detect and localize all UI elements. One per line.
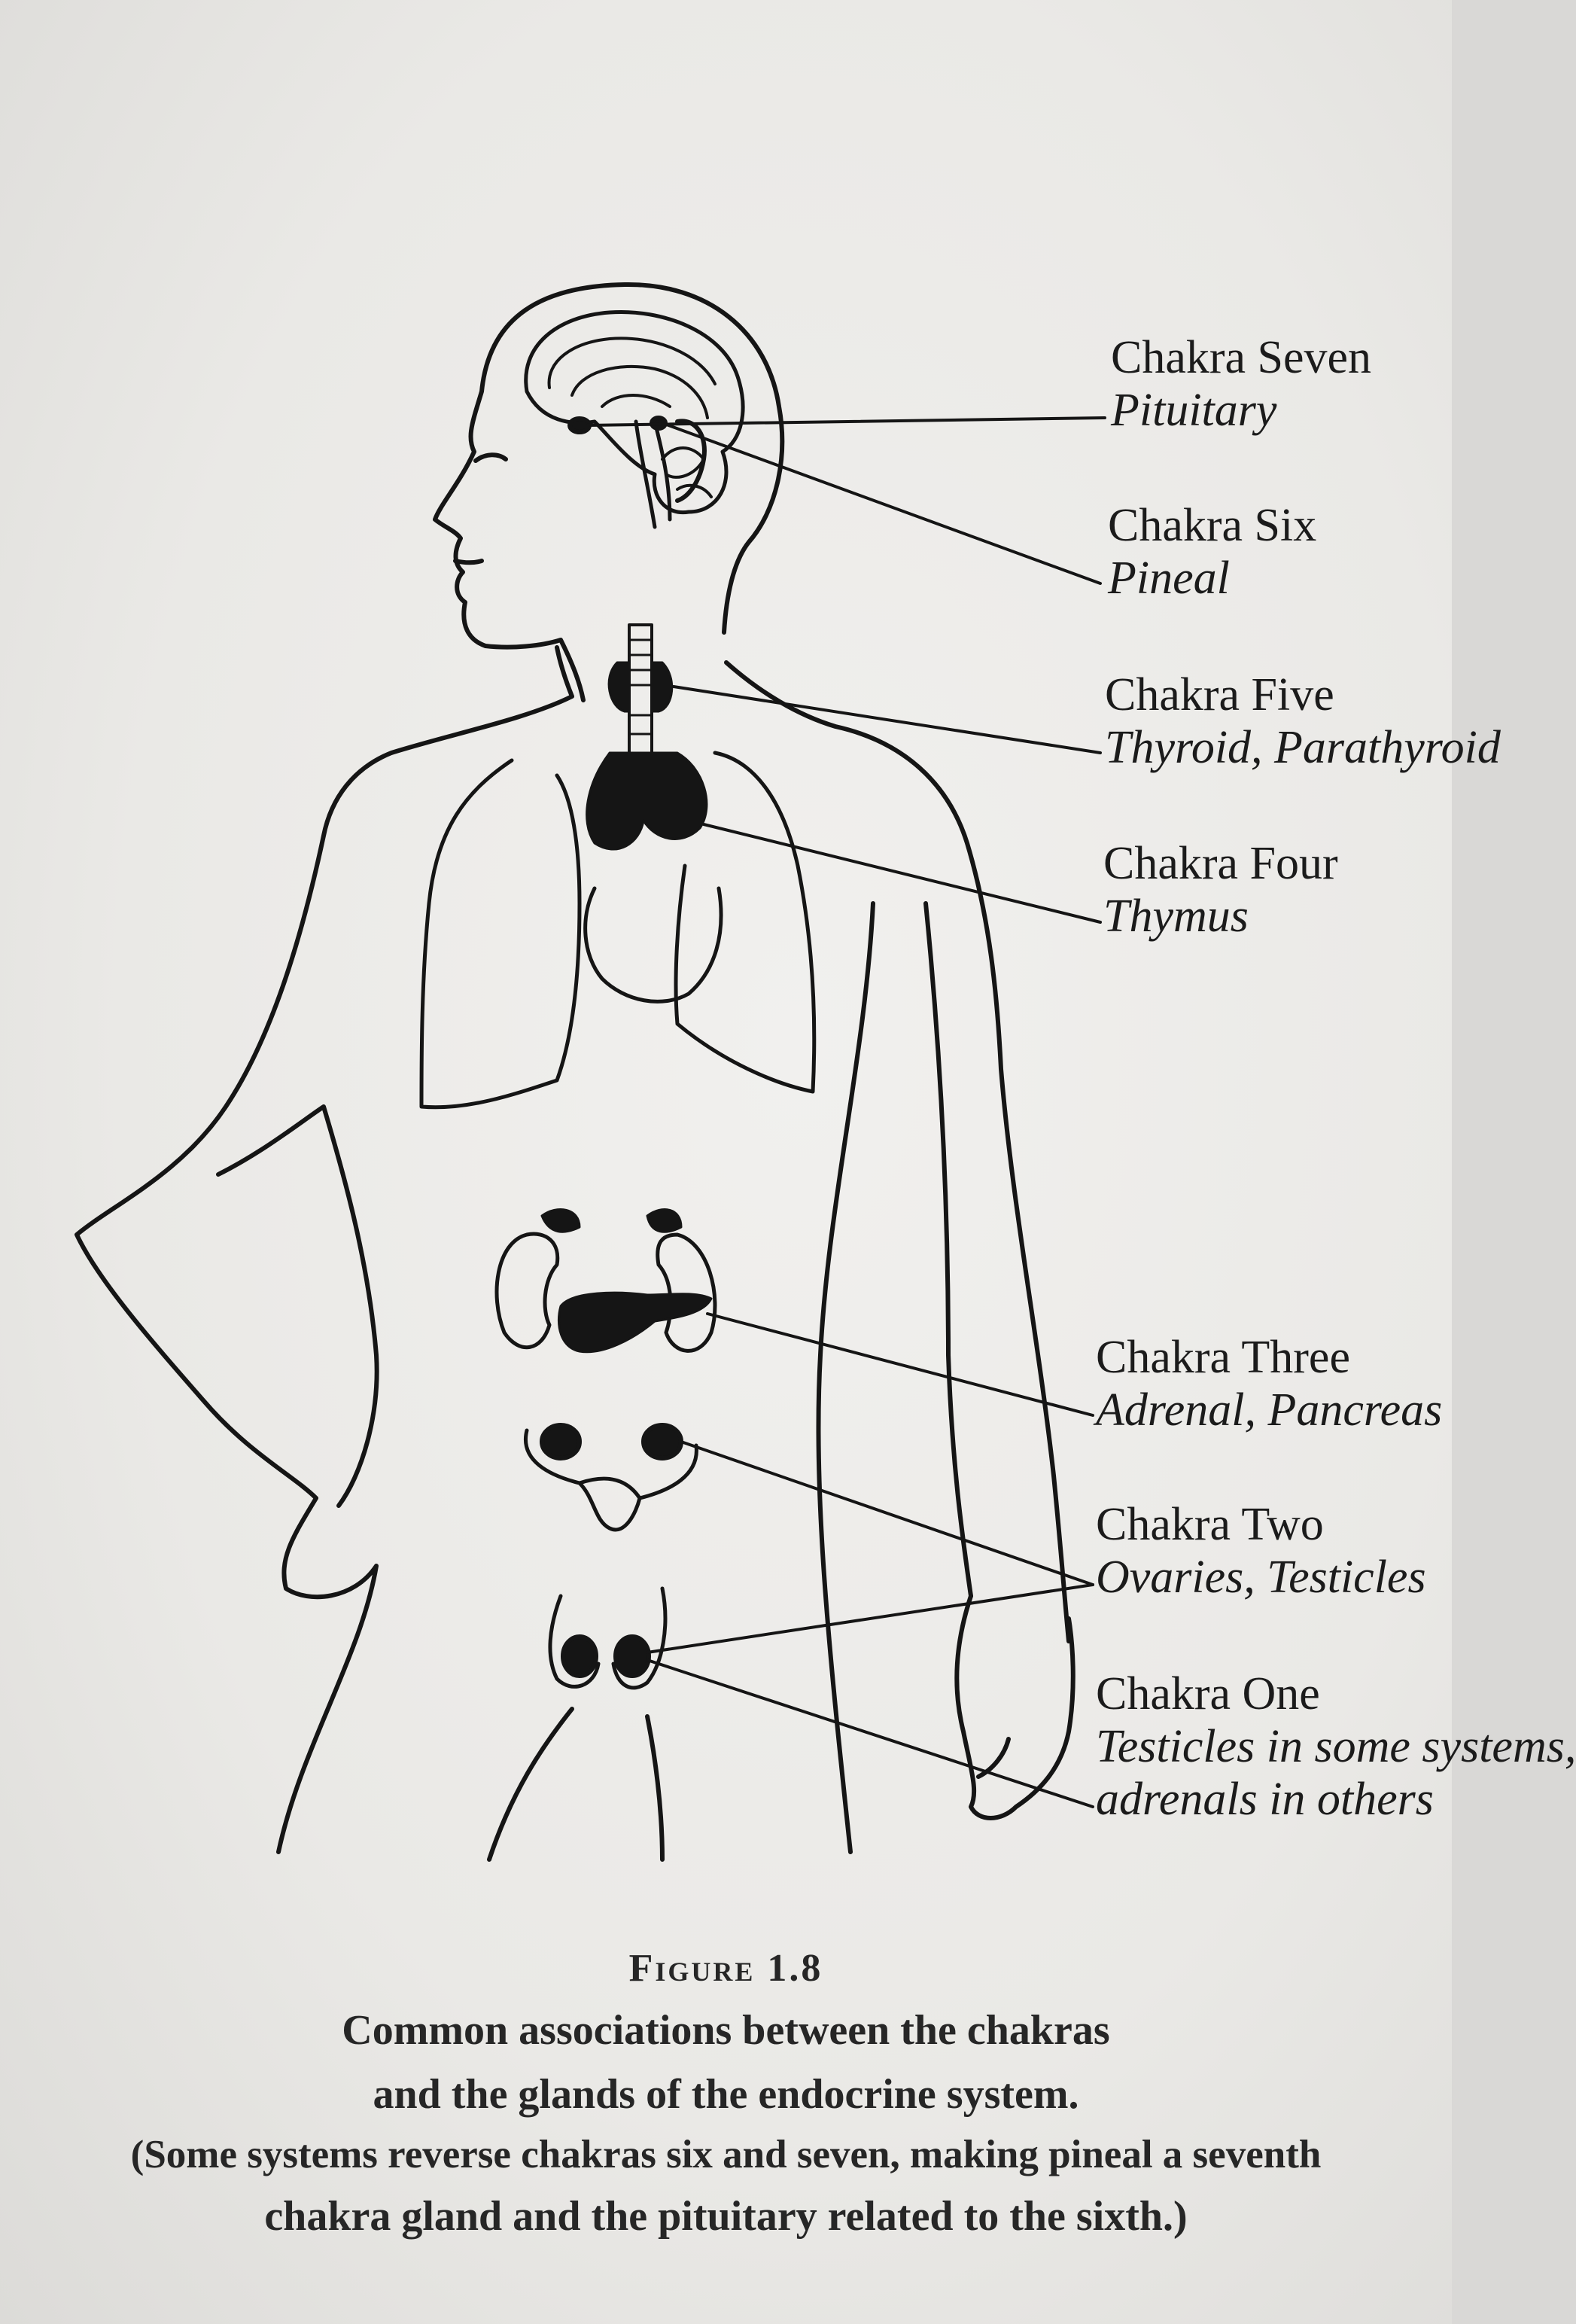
chakra-three-gland: Adrenal, Pancreas bbox=[1096, 1384, 1443, 1436]
label-chakra-five bbox=[1105, 669, 1501, 774]
caption-line-4: chakra gland and the pituitary related to the sixth.) bbox=[264, 2193, 1188, 2240]
chakra-seven-name: Chakra Seven bbox=[1111, 332, 1372, 383]
trachea bbox=[629, 625, 652, 768]
trachea-rings bbox=[629, 640, 652, 753]
left-kidney bbox=[497, 1234, 558, 1348]
right-hand bbox=[957, 1596, 1072, 1818]
chakra-four-gland: Thymus bbox=[1103, 891, 1249, 942]
heart bbox=[586, 888, 721, 1001]
chakra-four-name: Chakra Four bbox=[1103, 838, 1338, 889]
left-testicle bbox=[563, 1637, 596, 1676]
label-chakra-two bbox=[1096, 1498, 1426, 1604]
legs-outline bbox=[489, 1709, 662, 1860]
leader-line-thymus bbox=[704, 824, 1100, 922]
caption-line-2: and the glands of the endocrine system. bbox=[373, 2071, 1079, 2118]
label-chakra-four bbox=[1103, 837, 1338, 943]
right-testicle bbox=[616, 1637, 649, 1676]
label-chakra-three bbox=[1096, 1331, 1442, 1436]
leader-line-chakra-one bbox=[647, 1660, 1093, 1807]
figure-number: Figure 1.8 bbox=[628, 1947, 823, 1990]
chakra-five-name: Chakra Five bbox=[1105, 669, 1334, 720]
mouth bbox=[455, 561, 482, 562]
chakra-five-gland: Thyroid, Parathyroid bbox=[1105, 722, 1501, 773]
label-chakra-six bbox=[1108, 499, 1316, 605]
inner-arm-right bbox=[926, 903, 971, 1596]
leader-line-pineal bbox=[662, 423, 1100, 583]
leader-line-testicles bbox=[647, 1585, 1093, 1652]
torso-left-outline bbox=[77, 647, 572, 1852]
label-chakra-seven bbox=[1111, 331, 1371, 437]
adrenal-glands bbox=[542, 1210, 681, 1232]
caption-line-1: Common associations between the chakras bbox=[342, 2007, 1110, 2054]
chakra-one-gland: Testicles in some systems, bbox=[1096, 1721, 1576, 1772]
head-outline bbox=[435, 285, 782, 700]
chakra-one-gland-line2: adrenals in others bbox=[1096, 1774, 1434, 1825]
right-kidney bbox=[658, 1235, 715, 1351]
leader-line-ovaries bbox=[681, 1442, 1093, 1585]
right-ovary bbox=[643, 1425, 681, 1458]
chakra-two-name: Chakra Two bbox=[1096, 1499, 1324, 1550]
brain-outline bbox=[526, 312, 743, 512]
inner-arm-left bbox=[218, 1107, 377, 1506]
chakra-six-name: Chakra Six bbox=[1108, 500, 1317, 551]
thymus-gland bbox=[587, 753, 707, 849]
label-chakra-one bbox=[1096, 1668, 1576, 1826]
left-lung bbox=[421, 760, 580, 1107]
chakra-seven-gland: Pituitary bbox=[1111, 385, 1277, 436]
eye bbox=[476, 455, 506, 461]
left-ovary bbox=[542, 1425, 580, 1458]
torso-right-side bbox=[818, 903, 873, 1852]
caption-line-3: (Some systems reverse chakras six and seven, making pineal a seventh bbox=[130, 2133, 1322, 2176]
chakra-one-name: Chakra One bbox=[1096, 1668, 1320, 1719]
chakra-two-gland: Ovaries, Testicles bbox=[1096, 1552, 1426, 1603]
chakra-three-name: Chakra Three bbox=[1096, 1332, 1350, 1383]
pancreas bbox=[558, 1293, 711, 1352]
chakra-six-gland: Pineal bbox=[1108, 553, 1230, 604]
